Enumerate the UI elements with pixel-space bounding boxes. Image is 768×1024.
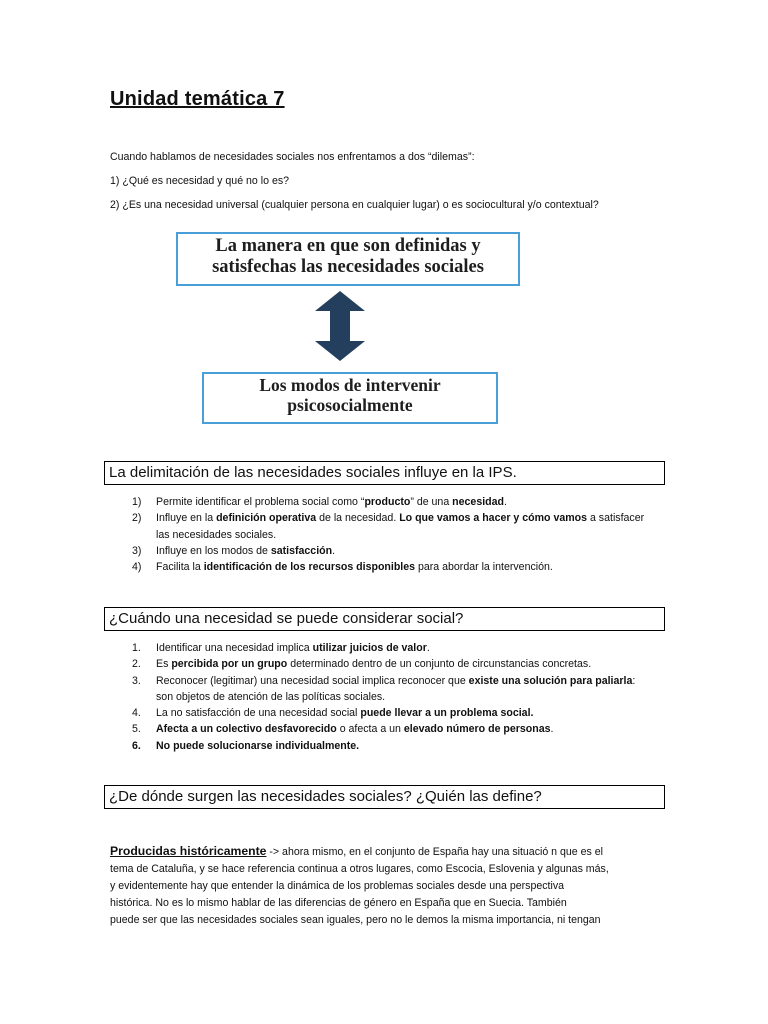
list-item <box>110 738 650 754</box>
section-heading-social-need: ¿Cuándo una necesidad se puede considerar social? <box>104 607 665 631</box>
list-item <box>110 543 650 559</box>
diagram-top-box <box>176 232 520 286</box>
list-item-number: 1) <box>132 496 142 508</box>
diagram-top-line-1: La manera en que son definidas y <box>215 236 481 256</box>
list-item-number: 3. <box>132 674 141 687</box>
list-item <box>110 721 650 737</box>
list-item-text: Reconocer (legitimar) una necesidad social implica reconocer que existe una solución para paliarla: son objetos de atención de las políticas sociales. <box>156 674 636 703</box>
list-item <box>110 673 650 706</box>
list-item-text: Influye en los modos de satisfacción. <box>156 544 336 557</box>
list-item-text: La no satisfacción de una necesidad social puede llevar a un problema social. <box>156 707 534 720</box>
list-item-number: 4) <box>132 561 142 574</box>
list-item-number: 2) <box>132 512 142 525</box>
intro-line: Cuando hablamos de necesidades sociales nos enfrentamos a dos “dilemas”: <box>110 151 475 163</box>
section-heading-origin: ¿De dónde surgen las necesidades sociales? ¿Quién las define? <box>104 785 665 809</box>
list-item-text: Es percibida por un grupo determinado dentro de un conjunto de circunstancias concretas. <box>156 658 592 671</box>
list-item-text: No puede solucionarse individualmente. <box>156 739 360 752</box>
list-item <box>110 559 650 575</box>
list-item <box>110 640 650 656</box>
paragraph-line: puede ser que las necesidades sociales sean iguales, pero no le demos la misma importancia, ni tengan <box>110 914 601 926</box>
double-arrow-icon <box>308 290 372 362</box>
diagram-bottom-box <box>202 372 498 424</box>
intro-question-1: 1) ¿Qué es necesidad y qué no lo es? <box>110 175 290 187</box>
list-item-number: 1. <box>132 642 141 654</box>
list-item-number: 6. <box>132 739 141 752</box>
diagram-bottom-line-2: psicosocialmente <box>287 394 413 415</box>
list-item <box>110 656 650 672</box>
list-item <box>110 510 650 543</box>
social-need-list <box>110 640 650 754</box>
historical-paragraph <box>110 843 656 929</box>
paragraph-line: tema de Cataluña, y se hace referencia continua a otros lugares, como Escocia, Eslovenia y algunas más, <box>110 863 609 875</box>
ips-list <box>110 494 650 575</box>
list-item-text: Facilita la identificación de los recursos disponibles para abordar la intervención. <box>156 561 553 574</box>
list-item-number: 2. <box>132 658 141 671</box>
list-item-text: Identificar una necesidad implica utilizar juicios de valor. <box>156 642 430 654</box>
list-item-text: Influye en la definición operativa de la necesidad. Lo que vamos a hacer y cómo vamos a satisfacer las necesidades sociales. <box>156 512 645 541</box>
paragraph-line: histórica. No es lo mismo hablar de las diferencias de género en España que en Suecia. También <box>110 897 567 909</box>
paragraph-line: -> ahora mismo, en el conjunto de España hay una situació n que es el <box>266 846 604 858</box>
paragraph-lead: Producidas históricamente <box>110 844 267 858</box>
list-item-number: 3) <box>132 544 142 557</box>
diagram-bottom-line-1: Los modos de intervenir <box>259 375 441 395</box>
list-item <box>110 494 650 510</box>
page-title: Unidad temática 7 <box>110 88 285 110</box>
diagram-top-line-2: satisfechas las necesidades sociales <box>212 256 484 277</box>
intro-question-2: 2) ¿Es una necesidad universal (cualquier persona en cualquier lugar) o es sociocultural y/o contextual? <box>110 199 599 211</box>
paragraph-line: y evidentemente hay que entender la dinámica de los problemas sociales desde una perspectiva <box>110 880 565 892</box>
list-item-text: Afecta a un colectivo desfavorecido o afecta a un elevado número de personas. <box>156 723 554 736</box>
list-item-number: 5. <box>132 723 141 736</box>
section-heading-ips: La delimitación de las necesidades sociales influye en la IPS. <box>104 461 665 485</box>
list-item-number: 4. <box>132 707 141 720</box>
list-item-text: Permite identificar el problema social como “producto” de una necesidad. <box>156 496 507 508</box>
list-item <box>110 705 650 721</box>
